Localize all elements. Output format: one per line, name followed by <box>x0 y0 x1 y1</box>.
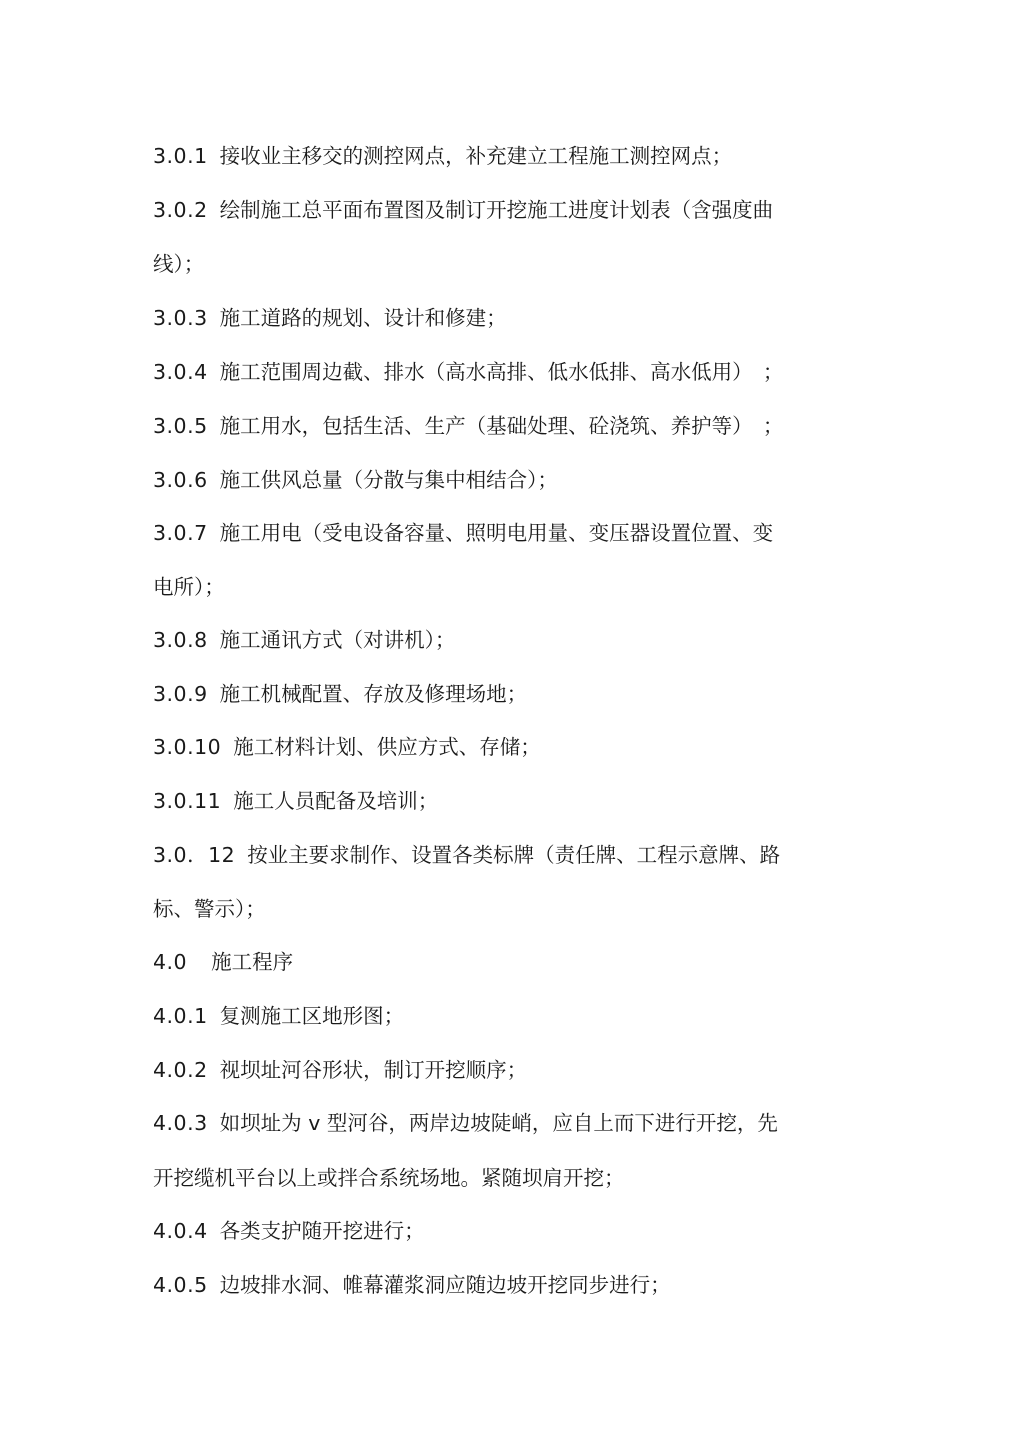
item-text: 施工人员配备及培训； <box>233 789 439 813</box>
item-text: 施工机械配置、存放及修理场地； <box>219 682 528 706</box>
item-text: 施工用电（受电设备容量、照明电用量、变压器设置位置、变 <box>219 521 774 545</box>
item-number: 3.0.5 <box>153 414 208 438</box>
list-item <box>153 357 853 387</box>
list-item-continuation <box>153 894 853 924</box>
section-number: 4.0 <box>153 950 188 974</box>
item-text: 施工通讯方式（对讲机）； <box>219 628 456 652</box>
item-text: 绘制施工总平面布置图及制订开挖施工进度计划表（含强度曲 <box>219 198 774 222</box>
section-heading <box>153 947 853 977</box>
list-item <box>153 1216 853 1246</box>
list-item-continuation <box>153 572 853 602</box>
item-text: 视坝址河谷形状，制订开挖顺序； <box>219 1058 528 1082</box>
item-number: 3.0.6 <box>153 468 208 492</box>
item-number: 4.0.4 <box>153 1219 208 1243</box>
item-text: 复测施工区地形图； <box>219 1004 405 1028</box>
list-item <box>153 518 853 548</box>
item-text: 线）； <box>153 252 205 276</box>
item-number: 4.0.2 <box>153 1058 208 1082</box>
list-item <box>153 195 853 225</box>
item-text: 各类支护随开挖进行； <box>219 1219 425 1243</box>
item-text: 边坡排水洞、帷幕灌浆洞应随边坡开挖同步进行； <box>219 1273 671 1297</box>
list-item <box>153 679 853 709</box>
item-text: 按业主要求制作、设置各类标牌（责任牌、工程示意牌、路 <box>247 843 781 867</box>
list-item <box>153 732 853 762</box>
item-text: 施工范围周边截、排水（高水高排、低水低排、高水低用） ； <box>219 360 784 384</box>
list-item-continuation <box>153 249 853 279</box>
item-number: 4.0.3 <box>153 1111 208 1135</box>
item-text: 施工道路的规划、设计和修建； <box>219 306 507 330</box>
list-item <box>153 625 853 655</box>
item-text: 开挖缆机平台以上或拌合系统场地。紧随坝肩开挖； <box>153 1166 625 1190</box>
item-number: 3.0.2 <box>153 198 208 222</box>
list-item-continuation <box>153 1163 853 1193</box>
list-item <box>153 303 853 333</box>
item-number: 3.0.1 <box>153 144 208 168</box>
item-number: 3.0.10 <box>153 735 222 759</box>
item-number: 4.0.5 <box>153 1273 208 1297</box>
list-item <box>153 1270 853 1300</box>
list-item <box>153 411 853 441</box>
item-number: 4.0.1 <box>153 1004 208 1028</box>
item-number: 3.0.9 <box>153 682 208 706</box>
list-item <box>153 465 853 495</box>
item-number: 3.0．12 <box>153 843 236 867</box>
list-item <box>153 840 853 870</box>
item-text: 施工用水，包括生活、生产（基础处理、砼浇筑、养护等） ； <box>219 414 784 438</box>
item-number: 3.0.11 <box>153 789 222 813</box>
list-item <box>153 1001 853 1031</box>
list-item <box>153 786 853 816</box>
item-text: 电所）； <box>153 575 225 599</box>
list-item <box>153 1108 853 1138</box>
item-text: 如坝址为 v 型河谷，两岸边坡陡峭，应自上而下进行开挖，先 <box>219 1111 778 1135</box>
item-text: 标、警示）； <box>153 897 266 921</box>
item-text: 接收业主移交的测控网点，补充建立工程施工测控网点； <box>219 144 733 168</box>
item-number: 3.0.3 <box>153 306 208 330</box>
list-item <box>153 1055 853 1085</box>
item-text: 施工供风总量（分散与集中相结合）； <box>219 468 558 492</box>
section-title: 施工程序 <box>211 950 294 974</box>
item-text: 施工材料计划、供应方式、存储； <box>233 735 541 759</box>
item-number: 3.0.4 <box>153 360 208 384</box>
item-number: 3.0.8 <box>153 628 208 652</box>
item-number: 3.0.7 <box>153 521 208 545</box>
list-item <box>153 141 853 171</box>
